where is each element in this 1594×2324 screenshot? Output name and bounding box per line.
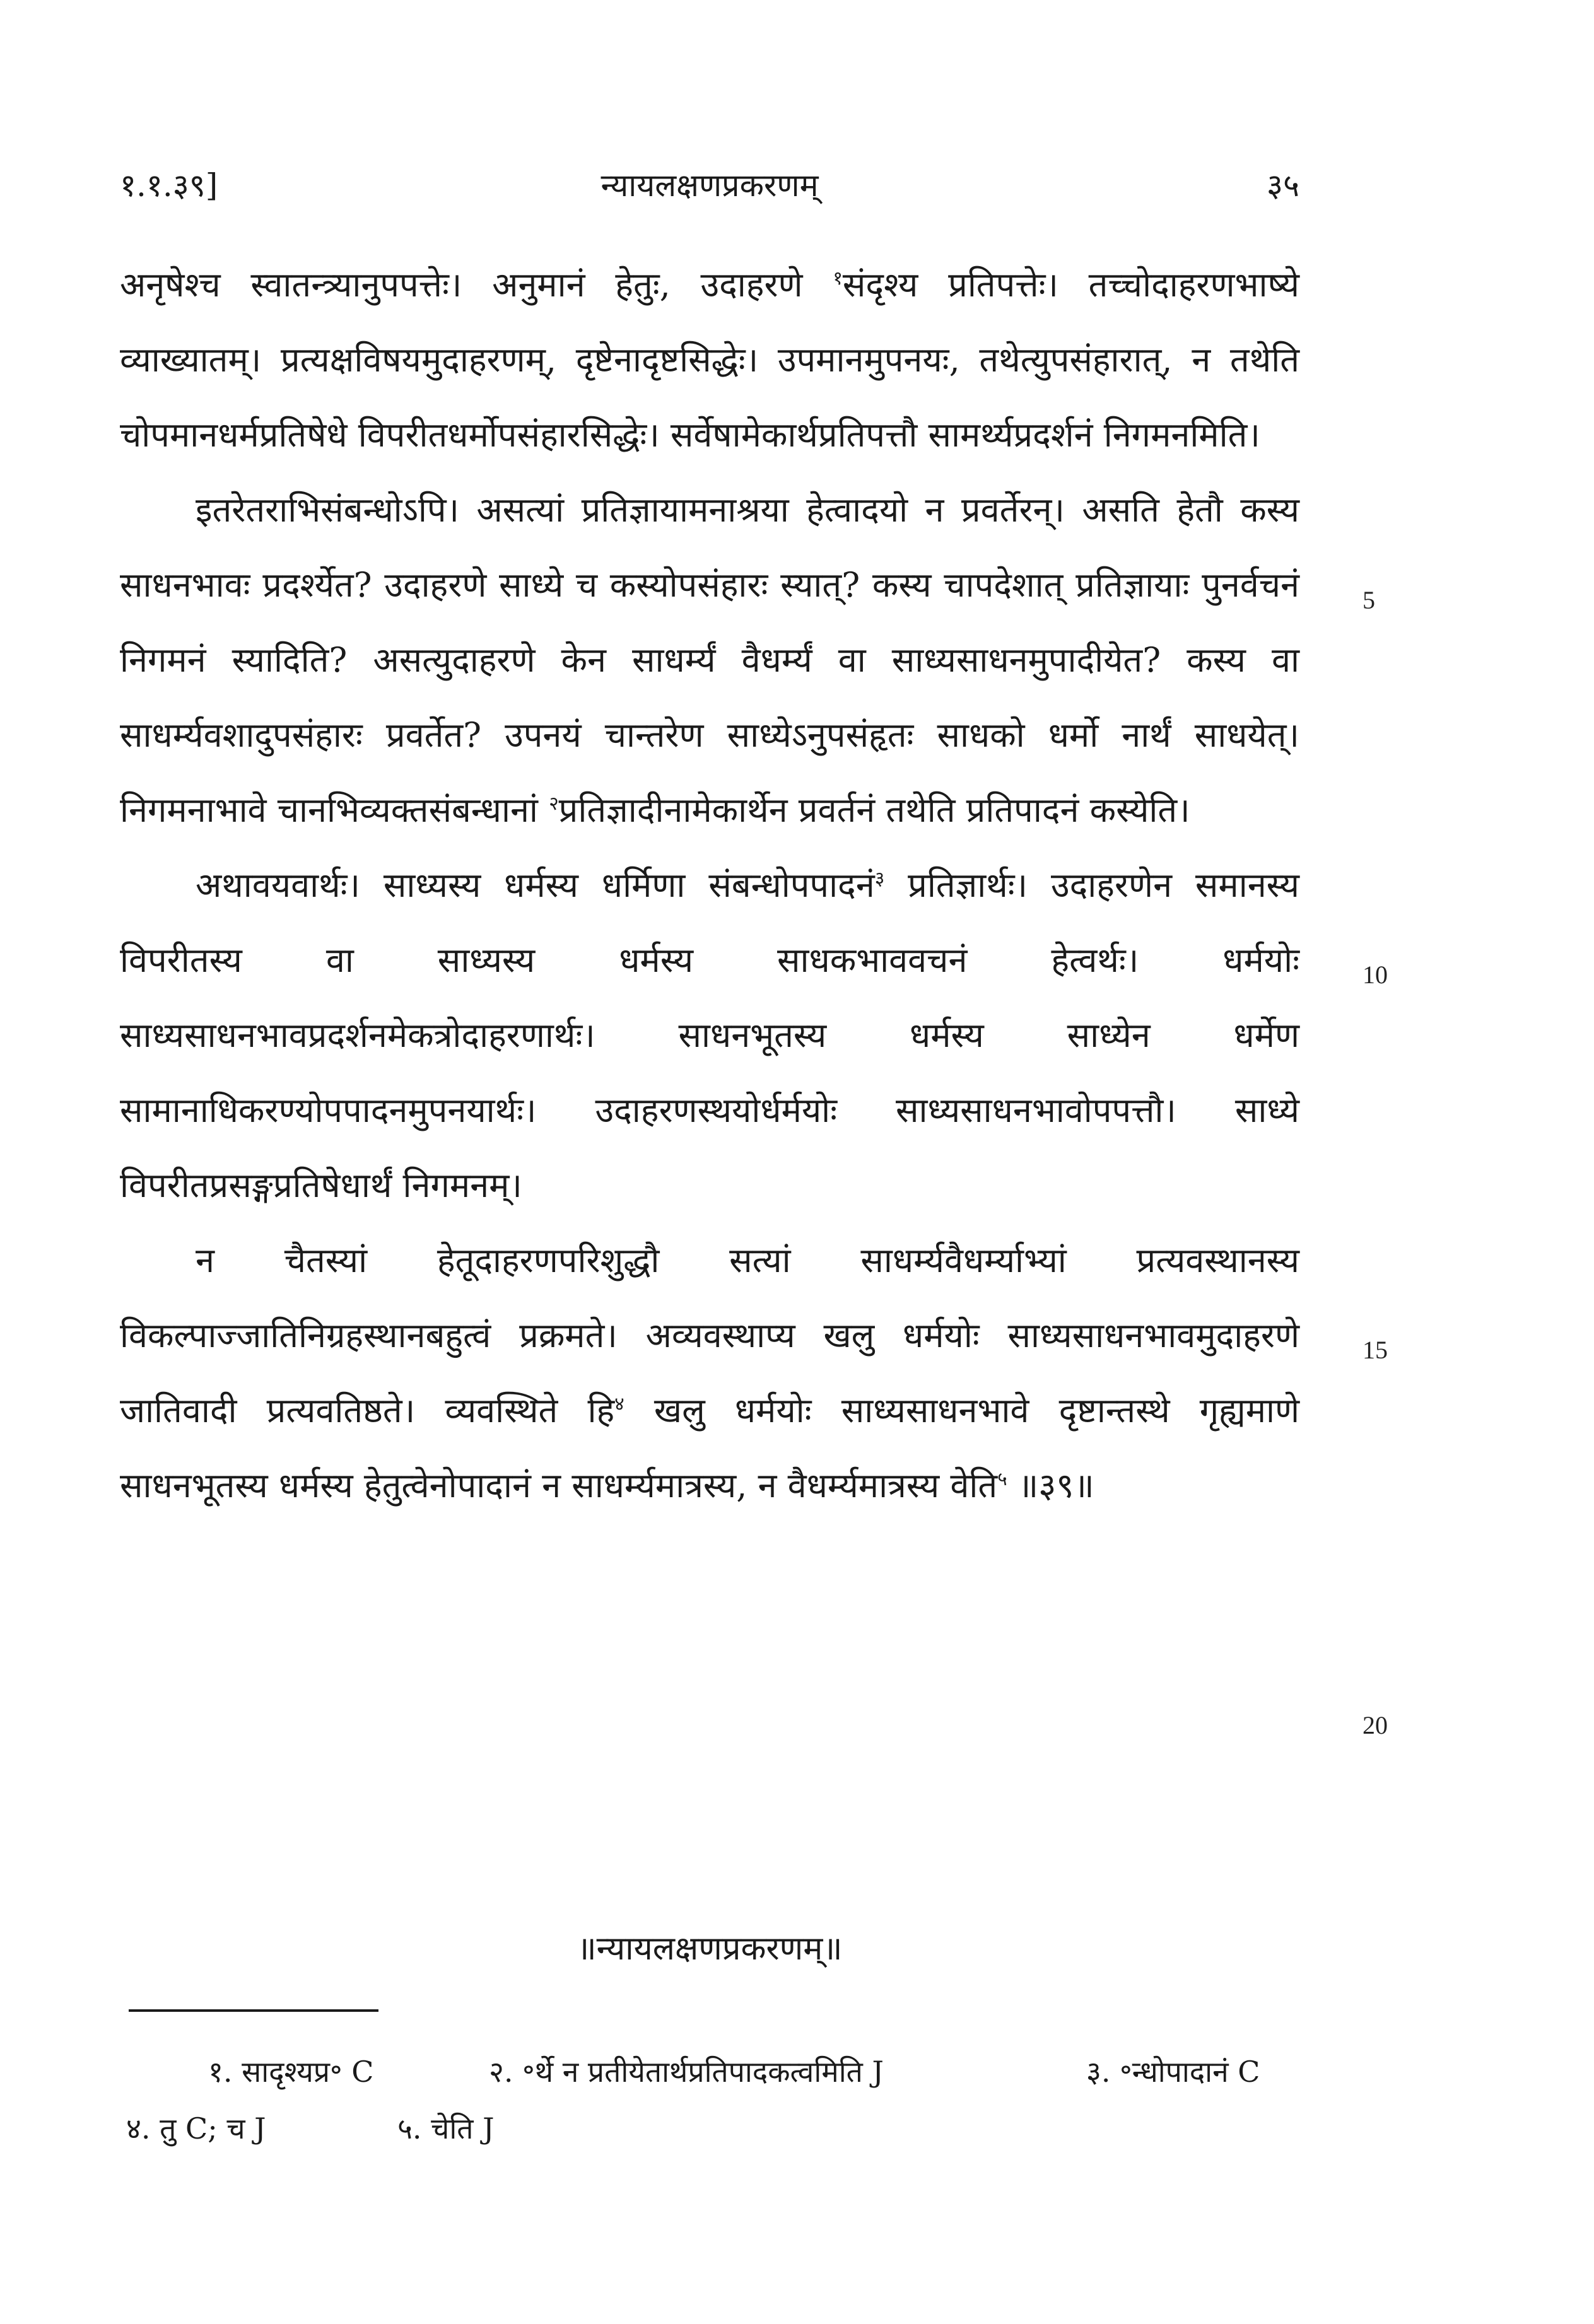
line-number: 5 bbox=[1363, 586, 1375, 614]
footnote-1: १. सादृश्यप्र॰ C bbox=[208, 2055, 374, 2089]
footnote-divider bbox=[129, 2009, 378, 2012]
footnote-mark: ४ bbox=[614, 1393, 624, 1415]
running-header bbox=[120, 163, 1299, 219]
footnote-mark: १ bbox=[833, 267, 843, 289]
section-reference: १.१.३९] bbox=[120, 167, 218, 204]
paragraph-4: न चैतस्यां हेतूदाहरणपरिशुद्धौ सत्यां साधर्म्यवैधर्म्याभ्यां प्रत्यवस्थानस्य विकल्पाज्जातिनिग्रहस्थानबहुत्वं प्रक्रमते। अव्यवस्थाप्य खलु धर्मयोः साध्यसाधनभावमुदाहरणे जातिवादी प्रत्यवतिष्ठते। व्यवस्थिते हि$^४$ खलु धर्मयोः साध्यसाधनभावे दृष्टान्तस्थे गृह्यमाणे साधनभूतस्य धर्मस्य हेतुत्वेनोपादानं न साधर्म्यमात्रस्य, न वैधर्म्यमात्रस्य वेति$^५$ ॥३९॥ bbox=[120, 1241, 1300, 1505]
footnote-row bbox=[120, 2043, 1306, 2100]
paragraph-1: अनृषेश्च स्वातन्त्र्यानुपपत्तेः। अनुमानं हेतुः, उदाहरणे $^१$संदृश्य प्रतिपत्तेः। तच्चोदाहरणभाष्ये व्याख्यातम्। प्रत्यक्षविषयमुदाहरणम्, दृष्टेनादृष्टसिद्धेः। उपमानमुपनयः, तथेत्युपसंहारात्, न तथेति चोपमानधर्मप्रतिषेधे विपरीतधर्मोपसंहारसिद्धेः। सर्वेषामेकार्थप्रतिपत्तौ सामर्थ्यप्रदर्शनं निगमनमिति। bbox=[120, 265, 1299, 455]
footnote-5: ५. चेति J bbox=[397, 2111, 495, 2146]
footnote-mark: ५ bbox=[997, 1468, 1007, 1490]
paragraph-3: अथावयवार्थः। साध्यस्य धर्मस्य धर्मिणा संबन्धोपपादनं$^३$ प्रतिज्ञार्थः। उदाहरणेन समानस्य विपरीतस्य वा साध्यस्य धर्मस्य साधकभाववचनं हेत्वर्थः। धर्मयोः साध्यसाधनभावप्रदर्शनमेकत्रोदाहरणार्थः। साधनभूतस्य धर्मस्य साध्येन धर्मेण सामानाधिकरण्योपपादनमुपनयार्थः। उदाहरणस्थयोर्धर्मयोः साध्यसाधनभावोपपत्तौ। साध्ये विपरीतप्रसङ्गप्रतिषेधार्थं निगमनम्। bbox=[120, 865, 1299, 1205]
line-number: 20 bbox=[1363, 1711, 1388, 1739]
line-number: 10 bbox=[1363, 961, 1388, 989]
footnote-row bbox=[120, 2100, 1306, 2157]
section-colophon: ॥न्यायलक्षणप्रकरणम्॥ bbox=[577, 1930, 843, 1968]
footnote-2: २. ॰र्थे न प्रतीयेतार्थप्रतिपादकत्वमिति J bbox=[489, 2055, 884, 2089]
footnote-mark: २ bbox=[549, 793, 559, 815]
paragraph-2: इतरेतराभिसंबन्धोऽपि। असत्यां प्रतिज्ञायामनाश्रया हेत्वादयो न प्रवर्तेरन्। असति हेतौ कस्य साधनभावः प्रदर्श्येत? उदाहरणे साध्ये च कस्योपसंहारः स्यात्? कस्य चापदेशात् प्रतिज्ञायाः पुनर्वचनं निगमनं स्यादिति? असत्युदाहरणे केन साधर्म्यं वैधर्म्यं वा साध्यसाधनमुपादीयेत? कस्य वा साधर्म्यवशादुपसंहारः प्रवर्तेत? उपनयं चान्तरेण साध्येऽनुपसंहृतः साधको धर्मो नार्थं साधयेत्। निगमनाभावे चानभिव्यक्तसंबन्धानां $^२$प्रतिज्ञादीनामेकार्थेन प्रवर्तनं तथेति प्रतिपादनं कस्येति। bbox=[120, 490, 1299, 830]
footnote-4: ४. तु C; च J bbox=[126, 2111, 266, 2146]
line-number: 15 bbox=[1363, 1336, 1388, 1364]
footnotes bbox=[120, 2043, 1306, 2157]
footnote-3: ३. ॰न्धोपादानं C bbox=[1086, 2055, 1260, 2089]
page-number: ३५ bbox=[1267, 167, 1299, 204]
main-text bbox=[120, 247, 1299, 1523]
running-title: न्यायलक्षणप्रकरणम् bbox=[601, 167, 819, 204]
footnote-mark: ३ bbox=[874, 868, 885, 890]
